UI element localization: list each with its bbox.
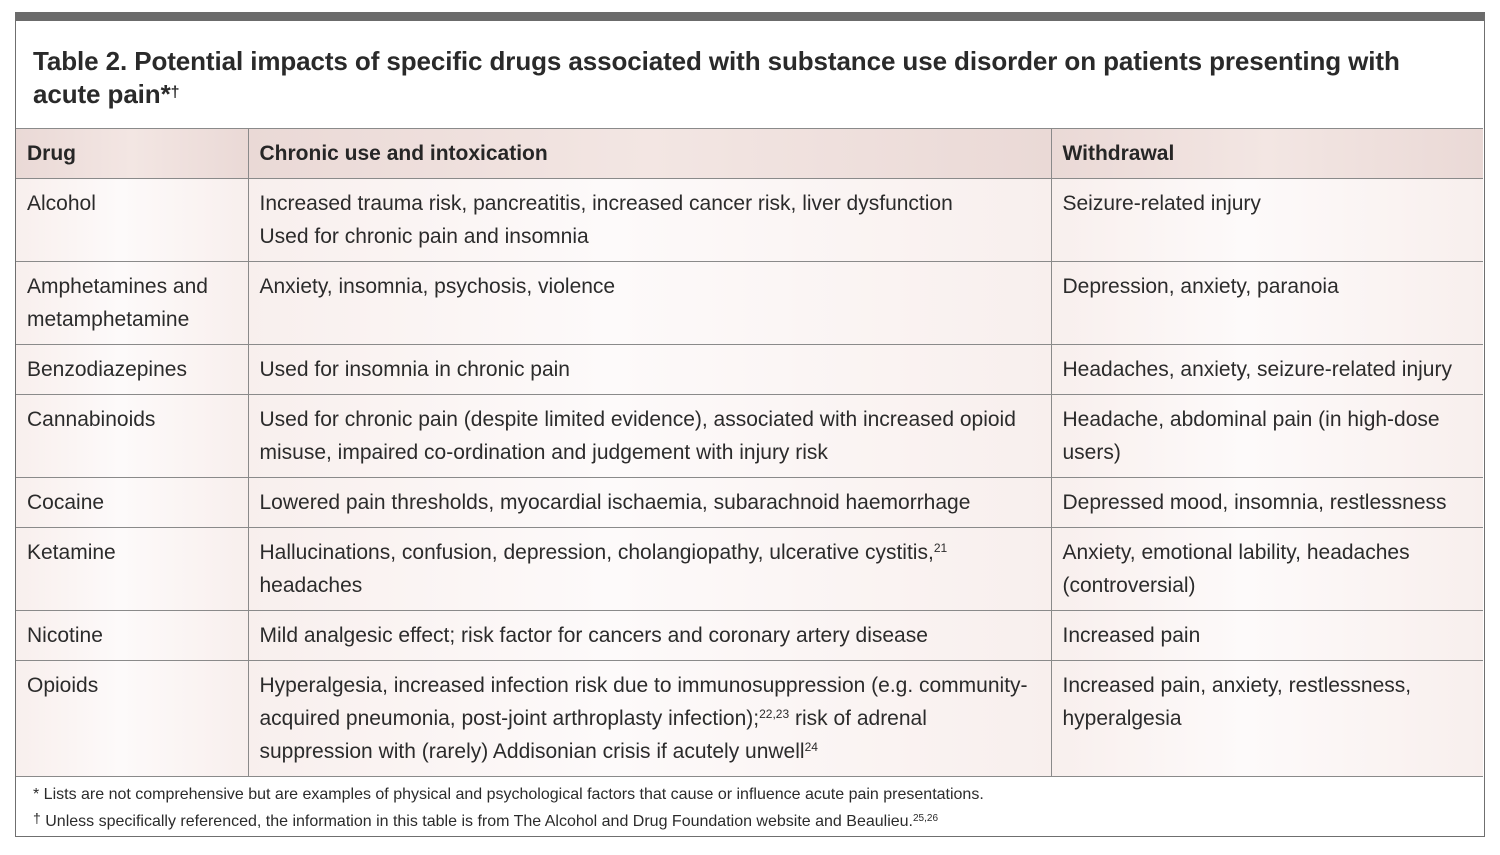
withdrawal-cell: Depressed mood, insomnia, restlessness bbox=[1051, 478, 1483, 528]
withdrawal-cell: Depression, anxiety, paranoia bbox=[1051, 262, 1483, 345]
header-row bbox=[16, 129, 1483, 179]
footnotes bbox=[33, 781, 984, 835]
drug-cell: Cannabinoids bbox=[16, 395, 248, 478]
chronic-use-cell bbox=[248, 262, 1051, 345]
drug-cell: Opioids bbox=[16, 661, 248, 777]
footnote-text: Lists are not comprehensive but are examples of physical and psychological factors that cause or influence acute pain presentations. bbox=[39, 786, 984, 803]
table-row bbox=[16, 262, 1483, 345]
footnote-dagger bbox=[33, 808, 984, 835]
footnote-mark: † bbox=[33, 810, 41, 826]
footnote-mark: * bbox=[33, 786, 40, 803]
table-row bbox=[16, 528, 1483, 611]
table-row bbox=[16, 345, 1483, 395]
title-dagger: † bbox=[170, 84, 180, 101]
title-text: Table 2. Potential impacts of specific drugs associated with substance use disorder on patients presenting with acute pain* bbox=[33, 46, 1400, 109]
drug-cell: Alcohol bbox=[16, 179, 248, 262]
withdrawal-cell: Increased pain bbox=[1051, 611, 1483, 661]
cell-text: headaches bbox=[259, 574, 363, 597]
table-row bbox=[16, 478, 1483, 528]
cell-line: Anxiety, insomnia, psychosis, violence bbox=[259, 275, 616, 298]
chronic-use-cell bbox=[248, 528, 1051, 611]
withdrawal-cell: Anxiety, emotional lability, headaches (controversial) bbox=[1051, 528, 1483, 611]
chronic-use-cell bbox=[248, 478, 1051, 528]
cell-line: Used for insomnia in chronic pain bbox=[259, 358, 570, 381]
table-row bbox=[16, 661, 1483, 777]
header-drug: Drug bbox=[16, 129, 248, 179]
cell-line: Used for chronic pain and insomnia bbox=[259, 225, 589, 248]
cell-line: Increased trauma risk, pancreatitis, increased cancer risk, liver dysfunction bbox=[259, 192, 953, 215]
table-row bbox=[16, 395, 1483, 478]
table-frame bbox=[15, 12, 1485, 837]
cell-text: risk of adrenal suppression with (rarely) Addisonian crisis if acutely unwell bbox=[259, 707, 927, 763]
withdrawal-cell: Increased pain, anxiety, restlessness, hyperalgesia bbox=[1051, 661, 1483, 777]
chronic-use-cell bbox=[248, 395, 1051, 478]
table-title bbox=[33, 45, 1433, 111]
withdrawal-cell: Headache, abdominal pain (in high-dose users) bbox=[1051, 395, 1483, 478]
table-body bbox=[16, 179, 1483, 777]
chronic-use-cell bbox=[248, 661, 1051, 777]
drug-impacts-table bbox=[16, 128, 1483, 777]
footnote-text: Unless specifically referenced, the information in this table is from The Alcohol and Drug Foundation website and Beaulieu. bbox=[40, 813, 913, 830]
table-row bbox=[16, 611, 1483, 661]
footnote-asterisk bbox=[33, 781, 984, 808]
cell-line: Lowered pain thresholds, myocardial ischaemia, subarachnoid haemorrhage bbox=[259, 491, 971, 514]
chronic-use-cell bbox=[248, 179, 1051, 262]
cell-text: Hallucinations, confusion, depression, cholangiopathy, ulcerative cystitis, bbox=[259, 541, 934, 564]
reference-superscript: 21 bbox=[933, 541, 948, 555]
cell-line: Mild analgesic effect; risk factor for cancers and coronary artery disease bbox=[259, 624, 928, 647]
chronic-use-cell bbox=[248, 345, 1051, 395]
reference-superscript: 24 bbox=[804, 740, 818, 754]
header-chronic: Chronic use and intoxication bbox=[248, 129, 1051, 179]
footnote-reference: 25,26 bbox=[912, 813, 939, 824]
cell-line: Used for chronic pain (despite limited evidence), associated with increased opioid misuse, impaired co-ordination and judgement with injury risk bbox=[259, 408, 1016, 464]
withdrawal-cell: Seizure-related injury bbox=[1051, 179, 1483, 262]
drug-cell: Cocaine bbox=[16, 478, 248, 528]
withdrawal-cell: Headaches, anxiety, seizure-related injury bbox=[1051, 345, 1483, 395]
cell-text: Hyperalgesia, increased infection risk due to immunosuppression (e.g. community-acquired pneumonia, post-joint arthroplasty infection); bbox=[259, 674, 1028, 730]
drug-cell: Nicotine bbox=[16, 611, 248, 661]
reference-superscript: 22,23 bbox=[759, 707, 790, 721]
drug-cell: Ketamine bbox=[16, 528, 248, 611]
table-row bbox=[16, 179, 1483, 262]
drug-cell: Benzodiazepines bbox=[16, 345, 248, 395]
drug-cell: Amphetamines and metamphetamine bbox=[16, 262, 248, 345]
chronic-use-cell bbox=[248, 611, 1051, 661]
header-withdrawal: Withdrawal bbox=[1051, 129, 1483, 179]
